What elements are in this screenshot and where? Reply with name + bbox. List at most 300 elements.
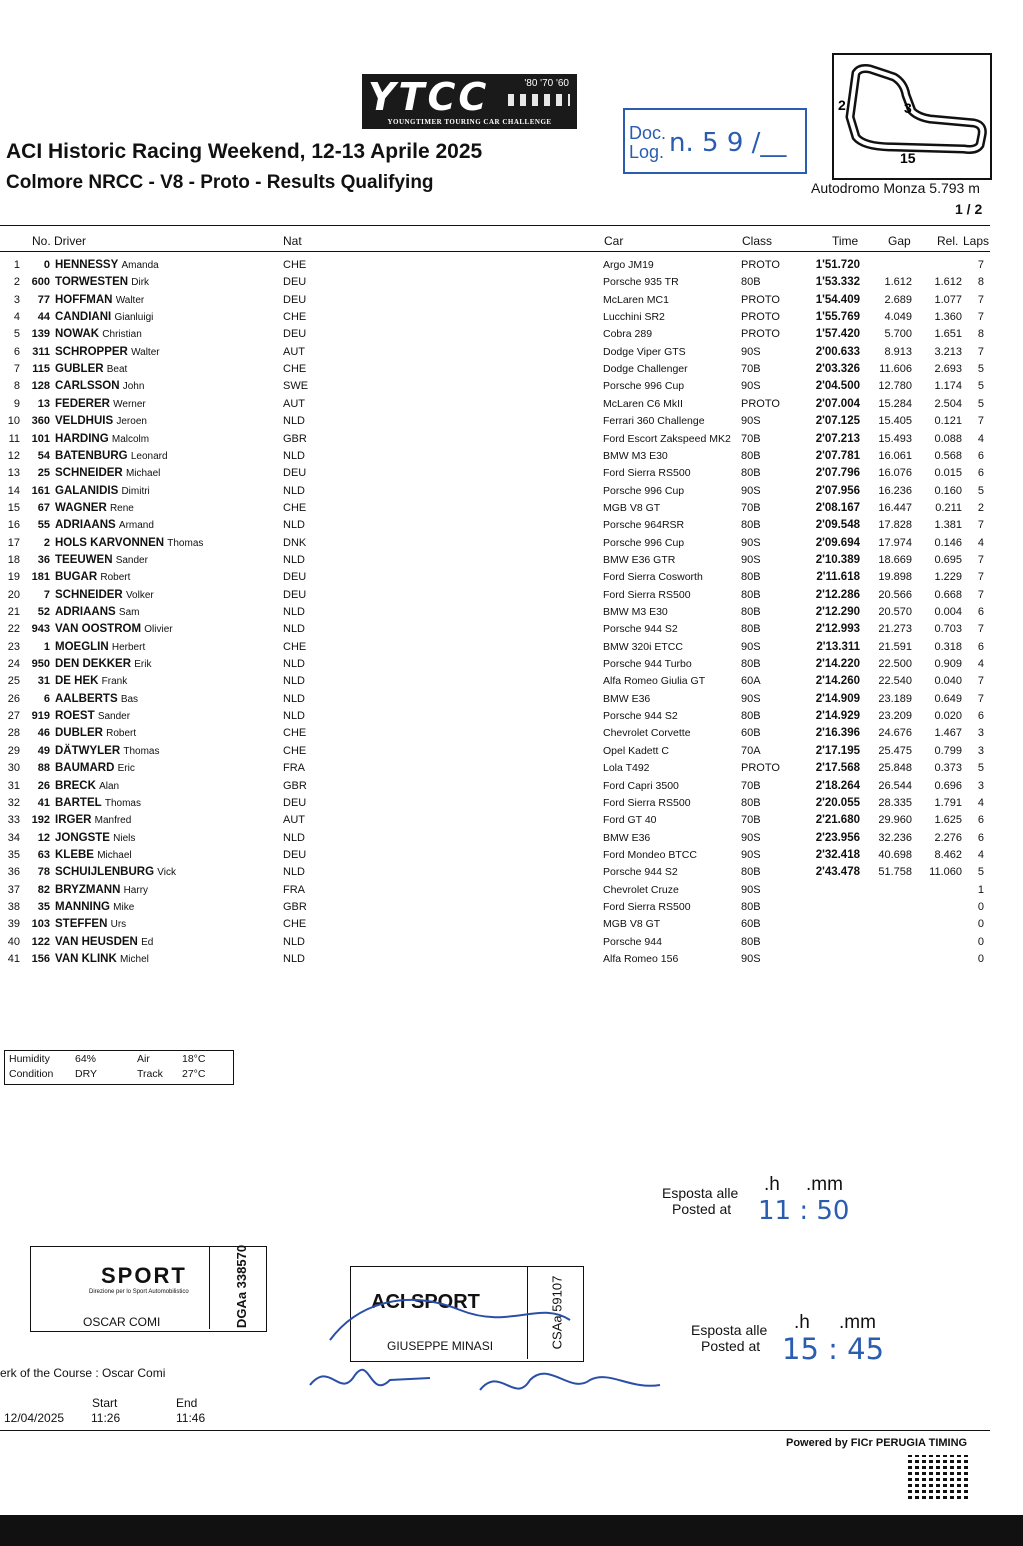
position: 19: [7, 571, 20, 584]
car-model: Porsche 996 Cup: [603, 380, 685, 393]
class: 80B: [741, 900, 761, 913]
header-car: Car: [604, 234, 624, 248]
table-row: [0, 658, 1000, 675]
laps: 0: [977, 953, 984, 965]
car-model: Cobra 289: [603, 328, 653, 341]
header-top-rule: [0, 225, 990, 226]
checkered-flag-icon: [508, 94, 570, 106]
position: 40: [7, 935, 20, 948]
best-time: 1'53.332: [815, 276, 860, 289]
gap: 17.828: [878, 519, 912, 532]
car-model: Porsche 944 S2: [603, 623, 678, 636]
gap: 8.913: [884, 345, 912, 358]
header-no-driver: No. Driver: [32, 234, 87, 248]
driver: BATENBURG Leonard: [55, 449, 168, 462]
class: 80B: [741, 588, 761, 601]
driver: TORWESTEN Dirk: [55, 276, 150, 289]
laps: 7: [977, 345, 984, 358]
car-model: Porsche 944 S2: [603, 710, 678, 723]
laps: 4: [977, 658, 984, 671]
best-time: 2'08.167: [815, 501, 860, 514]
car-model: Ford Capri 3500: [603, 779, 679, 792]
logo-subtitle: YOUNGTIMER TOURING CAR CHALLENGE: [387, 118, 552, 126]
position: 18: [7, 553, 20, 566]
nationality: AUT: [283, 397, 305, 410]
condition-value: DRY: [75, 1068, 97, 1080]
position: 24: [7, 658, 20, 671]
header-rel: Rel.: [937, 234, 959, 248]
track-name: Autodromo Monza 5.793 m: [811, 180, 980, 196]
car-model: BMW 320i ETCC: [603, 640, 683, 653]
car-model: Opel Kadett C: [603, 744, 669, 757]
table-row: [0, 571, 1000, 588]
nationality: GBR: [283, 900, 307, 913]
position: 14: [7, 484, 20, 497]
laps: 7: [977, 588, 984, 601]
relative-gap: 0.373: [934, 762, 962, 775]
position: 22: [7, 623, 20, 636]
position: 28: [7, 727, 20, 740]
gap: 4.049: [884, 311, 912, 324]
relative-gap: 0.909: [934, 658, 962, 671]
car-number: 82: [37, 883, 50, 896]
gap: 29.960: [878, 814, 912, 827]
relative-gap: 0.318: [934, 640, 962, 653]
best-time: 2'12.993: [815, 623, 860, 636]
car-model: Alfa Romeo 156: [603, 953, 679, 965]
car-number: 156: [31, 953, 50, 965]
table-row: [0, 936, 1000, 953]
nationality: CHE: [283, 363, 307, 376]
nationality: NLD: [283, 553, 306, 566]
table-row: [0, 953, 1000, 970]
class: 70B: [741, 501, 761, 514]
powered-by: Powered by FICr PERUGIA TIMING: [786, 1437, 968, 1449]
header-class: Class: [742, 234, 773, 248]
signatures-icon: [300, 1280, 680, 1420]
best-time: 2'14.260: [815, 675, 860, 688]
gap: 21.273: [878, 623, 912, 636]
ytcc-logo: [362, 74, 577, 129]
car-model: Dodge Viper GTS: [603, 345, 686, 358]
position: 29: [7, 744, 20, 757]
table-row: [0, 554, 1000, 571]
driver: ADRIAANS Sam: [55, 606, 140, 618]
footer-rule: [0, 1430, 990, 1431]
driver: DEN DEKKER Erik: [55, 658, 152, 671]
table-row: [0, 762, 1000, 779]
driver: HOFFMAN Walter: [55, 293, 145, 306]
relative-gap: 0.004: [934, 606, 962, 618]
class: PROTO: [741, 397, 780, 410]
nationality: CHE: [283, 918, 307, 931]
car-model: Ford GT 40: [603, 814, 657, 827]
session-start: 11:26: [91, 1411, 121, 1425]
table-row: [0, 884, 1000, 901]
laps: 7: [977, 519, 984, 532]
gap: 20.566: [878, 588, 912, 601]
laps: 7: [977, 259, 984, 271]
class: 70B: [741, 432, 761, 445]
laps: 5: [977, 484, 984, 497]
laps: 5: [977, 762, 984, 775]
stamp1-code: DGAa 338570: [234, 1244, 250, 1329]
car-model: Ford Sierra RS500: [603, 588, 691, 601]
car-number: 943: [31, 623, 50, 636]
car-model: McLaren C6 MkII: [603, 397, 683, 410]
laps: 0: [977, 918, 984, 931]
relative-gap: 1.077: [934, 293, 962, 306]
car-number: 7: [43, 588, 50, 601]
position: 10: [7, 415, 20, 428]
car-model: Alfa Romeo Giulia GT: [603, 675, 706, 688]
class: 80B: [741, 467, 761, 480]
class: 80B: [741, 710, 761, 723]
track-map: [832, 53, 992, 180]
class: 90S: [741, 883, 761, 896]
nationality: NLD: [283, 415, 306, 428]
laps: 7: [977, 311, 984, 324]
nationality: DEU: [283, 328, 307, 341]
table-row: [0, 780, 1000, 797]
car-number: 49: [37, 744, 50, 757]
condition-label: Condition: [9, 1068, 54, 1080]
best-time: 2'04.500: [815, 380, 860, 393]
class: 90S: [741, 380, 761, 393]
nationality: NLD: [283, 484, 306, 497]
position: 23: [7, 640, 20, 653]
car-number: 26: [37, 779, 50, 792]
best-time: 2'07.956: [815, 484, 860, 497]
humidity-label: Humidity: [9, 1053, 50, 1065]
car-number: 77: [37, 293, 50, 306]
gap: 20.570: [878, 606, 912, 618]
driver: VAN KLINK Michel: [55, 953, 149, 965]
laps: 6: [977, 467, 984, 480]
end-label: End: [176, 1396, 198, 1410]
position: 21: [7, 606, 20, 618]
driver: KLEBE Michael: [55, 848, 132, 861]
position: 33: [7, 814, 20, 827]
stamp2-name: GIUSEPPE MINASI: [387, 1339, 494, 1353]
car-number: 36: [37, 553, 50, 566]
nationality: NLD: [283, 449, 306, 462]
driver: HARDING Malcolm: [55, 432, 150, 445]
gap: 28.335: [878, 796, 912, 809]
driver: BUGAR Robert: [55, 571, 131, 584]
table-row: [0, 606, 1000, 623]
laps: 5: [977, 380, 984, 393]
nationality: NLD: [283, 675, 306, 688]
table-row: [0, 918, 1000, 935]
laps: 7: [977, 553, 984, 566]
nationality: DEU: [283, 571, 307, 584]
laps: 4: [977, 848, 984, 861]
position: 4: [13, 311, 20, 324]
best-time: 2'20.055: [815, 796, 860, 809]
car-model: Ferrari 360 Challenge: [603, 415, 705, 428]
position: 26: [7, 692, 20, 705]
gap: 1.612: [884, 276, 912, 289]
car-number: 12: [37, 831, 50, 844]
best-time: 2'12.290: [815, 606, 860, 618]
clerk-of-course: erk of the Course : Oscar Comi: [0, 1366, 166, 1380]
car-number: 919: [31, 710, 50, 723]
position: 13: [7, 467, 20, 480]
car-model: MGB V8 GT: [603, 918, 661, 931]
driver: VELDHUIS Jeroen: [55, 415, 147, 428]
track-temp-value: 27°C: [182, 1068, 206, 1080]
car-number: 1: [43, 640, 50, 653]
car-model: Porsche 944 Turbo: [603, 658, 692, 671]
position: 8: [13, 380, 20, 393]
driver: NOWAK Christian: [55, 328, 142, 341]
car-number: 54: [37, 449, 50, 462]
class: 90S: [741, 415, 761, 428]
relative-gap: 1.229: [934, 571, 962, 584]
relative-gap: 0.015: [934, 467, 962, 480]
gap: 17.974: [878, 536, 912, 549]
doc-log-label: Doc. Log.: [629, 123, 667, 162]
laps: 7: [977, 571, 984, 584]
best-time: 2'03.326: [815, 363, 860, 376]
class: PROTO: [741, 762, 780, 775]
car-number: 67: [37, 501, 50, 514]
car-number: 192: [31, 814, 50, 827]
gap: 23.189: [878, 692, 912, 705]
table-row: [0, 415, 1000, 432]
relative-gap: 0.668: [934, 588, 962, 601]
nationality: NLD: [283, 692, 306, 705]
gap: 22.540: [878, 675, 912, 688]
gap: 16.076: [878, 467, 912, 480]
car-number: 35: [37, 900, 50, 913]
driver: VAN HEUSDEN Ed: [55, 935, 154, 948]
driver: VAN OOSTROM Olivier: [55, 623, 173, 636]
table-row: [0, 832, 1000, 849]
posted-h-label-2: .h: [794, 1312, 810, 1333]
class: 70A: [741, 744, 761, 757]
class: 90S: [741, 953, 761, 965]
class: 90S: [741, 831, 761, 844]
driver: JONGSTE Niels: [55, 831, 136, 844]
nationality: SWE: [283, 380, 309, 393]
table-row: [0, 519, 1000, 536]
laps: 5: [977, 866, 984, 879]
car-model: BMW E36: [603, 831, 651, 844]
laps: 6: [977, 449, 984, 462]
gap: 22.500: [878, 658, 912, 671]
gap: 19.898: [878, 571, 912, 584]
driver: SCHROPPER Walter: [55, 345, 160, 358]
gap: 16.236: [878, 484, 912, 497]
position: 41: [7, 953, 20, 965]
start-label: Start: [92, 1396, 118, 1410]
driver: DUBLER Robert: [55, 727, 137, 740]
gap: 40.698: [878, 848, 912, 861]
best-time: 2'07.125: [815, 415, 860, 428]
best-time: 2'00.633: [815, 345, 860, 358]
driver: ADRIAANS Armand: [55, 519, 154, 532]
table-row: [0, 745, 1000, 762]
class: PROTO: [741, 259, 780, 271]
class: 90S: [741, 536, 761, 549]
car-number: 181: [31, 571, 50, 584]
relative-gap: 0.695: [934, 553, 962, 566]
table-row: [0, 502, 1000, 519]
table-row: [0, 866, 1000, 883]
best-time: 1'55.769: [815, 311, 860, 324]
car-model: Porsche 996 Cup: [603, 536, 685, 549]
posted-label-2: Esposta alle Posted at: [691, 1322, 768, 1354]
car-model: Dodge Challenger: [603, 363, 688, 376]
header-laps: Laps: [963, 234, 990, 248]
table-row: [0, 433, 1000, 450]
car-model: Ford Mondeo BTCC: [603, 848, 697, 861]
best-time: 2'14.909: [815, 692, 860, 705]
air-value: 18°C: [182, 1053, 206, 1065]
class: 80B: [741, 623, 761, 636]
table-row: [0, 450, 1000, 467]
driver: SCHNEIDER Michael: [55, 467, 161, 480]
nationality: NLD: [283, 710, 306, 723]
car-number: 139: [31, 328, 50, 341]
position: 27: [7, 710, 20, 723]
laps: 6: [977, 640, 984, 653]
class: PROTO: [741, 293, 780, 306]
driver: BAUMARD Eric: [55, 762, 135, 775]
table-row: [0, 276, 1000, 293]
aci-sport-stamp-1: [30, 1246, 267, 1332]
position: 37: [7, 883, 20, 896]
posted-label-1: Esposta alle Posted at: [662, 1185, 739, 1217]
corner-15-label: 15: [900, 150, 916, 166]
class: 70B: [741, 779, 761, 792]
car-model: Lucchini SR2: [603, 311, 665, 324]
car-number: 31: [37, 675, 50, 688]
session-title: Colmore NRCC - V8 - Proto - Results Qualifying: [6, 172, 434, 193]
position: 17: [7, 536, 20, 549]
car-model: Chevrolet Corvette: [603, 727, 691, 740]
car-model: Porsche 964RSR: [603, 519, 685, 532]
driver: SCHUIJLENBURG Vick: [55, 866, 176, 879]
table-row: [0, 710, 1000, 727]
laps: 6: [977, 606, 984, 618]
class: 60A: [741, 675, 761, 688]
nationality: DEU: [283, 276, 307, 289]
gap: 16.447: [878, 501, 912, 514]
laps: 0: [977, 900, 984, 913]
position: 1: [13, 259, 20, 271]
laps: 4: [977, 432, 984, 445]
driver: DÄTWYLER Thomas: [55, 744, 160, 757]
bottom-bar: [0, 1515, 1023, 1546]
relative-gap: 8.462: [934, 848, 962, 861]
nationality: NLD: [283, 935, 306, 948]
gap: 15.405: [878, 415, 912, 428]
table-row: [0, 675, 1000, 692]
relative-gap: 1.467: [934, 727, 962, 740]
class: 70B: [741, 363, 761, 376]
qr-code-icon: [908, 1455, 970, 1499]
gap: 16.061: [878, 449, 912, 462]
nationality: CHE: [283, 311, 307, 324]
nationality: CHE: [283, 744, 307, 757]
car-number: 2: [43, 536, 50, 549]
nationality: GBR: [283, 432, 307, 445]
class: 80B: [741, 449, 761, 462]
nationality: DEU: [283, 796, 307, 809]
laps: 6: [977, 814, 984, 827]
stamp1-name: OSCAR COMI: [83, 1315, 161, 1329]
table-row: [0, 363, 1000, 380]
car-number: 122: [31, 935, 50, 948]
laps: 6: [977, 831, 984, 844]
best-time: 2'07.796: [815, 467, 860, 480]
table-row: [0, 398, 1000, 415]
best-time: 2'21.680: [815, 814, 860, 827]
driver: STEFFEN Urs: [55, 918, 127, 931]
nationality: FRA: [283, 762, 305, 775]
class: 80B: [741, 276, 761, 289]
car-model: Porsche 944 S2: [603, 866, 678, 879]
position: 6: [13, 345, 20, 358]
gap: 11.606: [879, 363, 912, 376]
driver: IRGER Manfred: [55, 814, 132, 827]
relative-gap: 1.360: [934, 311, 962, 324]
nationality: NLD: [283, 953, 306, 965]
gap: 21.591: [878, 640, 912, 653]
relative-gap: 0.211: [935, 501, 962, 514]
posted-h-label-1: .h: [764, 1174, 780, 1195]
table-row: [0, 727, 1000, 744]
best-time: 2'12.286: [815, 588, 860, 601]
driver: CARLSSON John: [55, 380, 145, 393]
car-model: Ford Escort Zakspeed MK2: [603, 432, 731, 445]
position: 31: [7, 779, 20, 792]
table-row: [0, 901, 1000, 918]
relative-gap: 0.568: [934, 449, 962, 462]
table-row: [0, 797, 1000, 814]
table-row: [0, 467, 1000, 484]
car-number: 115: [32, 363, 50, 376]
class: 60B: [741, 918, 761, 931]
track-temp-label: Track: [137, 1068, 163, 1080]
driver: MOEGLIN Herbert: [55, 640, 146, 653]
car-model: Ford Sierra RS500: [603, 467, 691, 480]
nationality: DEU: [283, 467, 307, 480]
car-number: 311: [32, 345, 50, 358]
position: 15: [7, 501, 20, 514]
doc-log-number: n. 5 9 /__: [669, 128, 787, 158]
laps: 8: [977, 328, 984, 341]
position: 11: [8, 432, 20, 445]
car-model: BMW M3 E30: [603, 606, 668, 618]
corner-2-label: 2: [838, 97, 846, 113]
car-number: 128: [31, 380, 50, 393]
laps: 3: [977, 727, 984, 740]
posted-mm-label-2: .mm: [839, 1312, 876, 1333]
class: 60B: [741, 727, 761, 740]
nationality: AUT: [283, 814, 305, 827]
air-label: Air: [137, 1053, 150, 1065]
laps: 8: [977, 276, 984, 289]
posted-time-1: 11 : 50: [758, 1196, 850, 1226]
table-row: [0, 380, 1000, 397]
position: 35: [7, 848, 20, 861]
car-model: BMW M3 E30: [603, 449, 668, 462]
relative-gap: 1.651: [934, 328, 962, 341]
